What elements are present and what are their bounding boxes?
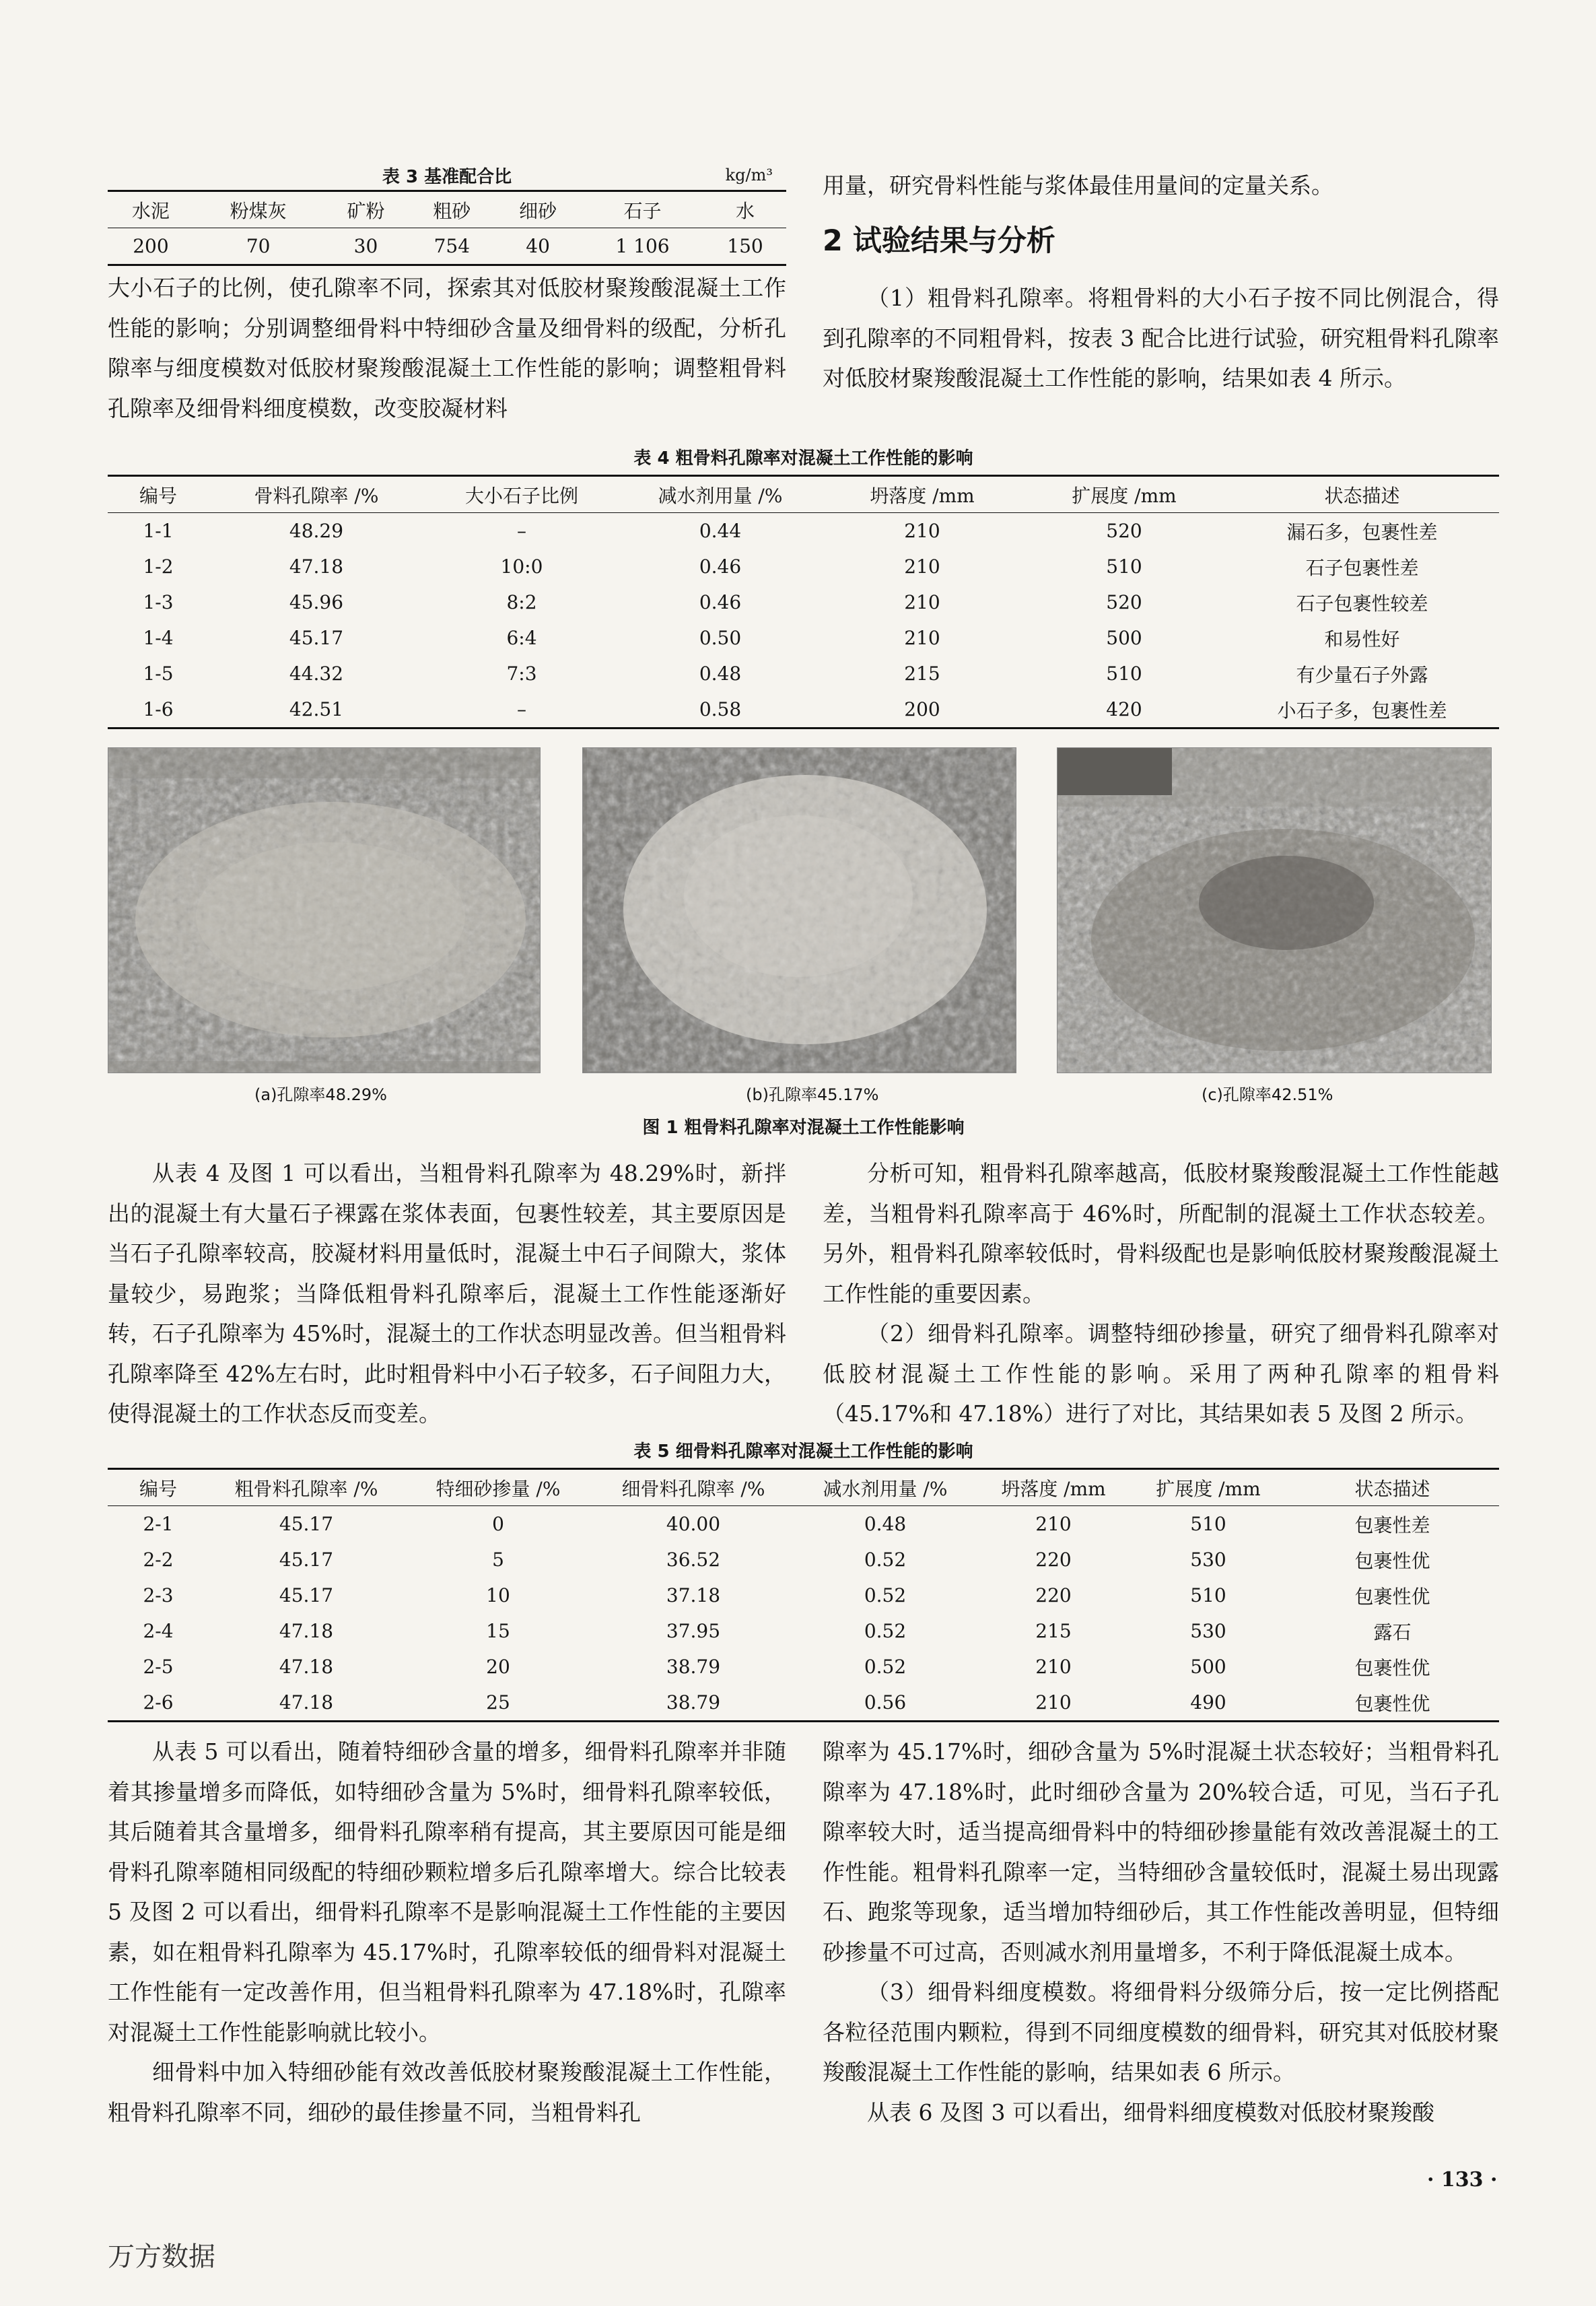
table5-cell: 210: [1035, 1656, 1072, 1678]
table4-cell: 520: [1106, 520, 1142, 542]
table5-cell: 0.52: [864, 1620, 907, 1642]
table4-cell: 500: [1106, 627, 1142, 649]
figure1-caption: 图 1 粗骨料孔隙率对混凝土工作性能影响: [642, 1118, 965, 1138]
table5-cell: 包裹性优: [1354, 1692, 1430, 1715]
table5-cell: 530: [1190, 1620, 1226, 1642]
table5-cell: 36.52: [666, 1549, 721, 1571]
table5-cell: 包裹性差: [1354, 1514, 1430, 1536]
table5-cell: 0.52: [864, 1549, 907, 1571]
table4-header-cell: 编号: [139, 484, 177, 507]
figure1-photo-c: [1057, 747, 1492, 1073]
table5-cell: 2-4: [143, 1620, 174, 1642]
table3: [108, 160, 786, 266]
table4-cell: 210: [904, 627, 940, 649]
table5-cell: 490: [1190, 1691, 1226, 1714]
table5-cell: 10: [486, 1584, 510, 1606]
section-2-heading: 2 试验结果与分析: [823, 224, 1055, 258]
table4-cell: 10:0: [500, 555, 543, 578]
table5-cell: 210: [1035, 1691, 1072, 1714]
table4-cell: –: [517, 520, 526, 542]
table5-cell: 37.18: [666, 1584, 721, 1606]
table4-cell: 0.46: [699, 591, 742, 613]
table4-cell: 有少量石子外露: [1296, 663, 1428, 686]
table5-cell: 47.18: [279, 1691, 334, 1714]
table3-header-cell: 矿粉: [347, 199, 385, 222]
table5-cell: 0.52: [864, 1584, 907, 1606]
table5-cell: 38.79: [666, 1656, 721, 1678]
table3-value-cell: 1 106: [615, 235, 670, 257]
right-para4-text: （2）细骨料孔隙率。调整特细砂掺量，研究了细骨料孔隙率对低胶材混凝土工作性能的影响。采用了两种孔隙率的粗骨料（45.17%和 47.18%）进行了对比，其结果如表 5 及图 2 所示。: [823, 1320, 1499, 1427]
table4-cell: 1-4: [143, 627, 174, 649]
table5-cell: 2-2: [143, 1549, 174, 1571]
table4-cell: 420: [1106, 698, 1142, 720]
table4-cell: 石子包裹性差: [1305, 556, 1419, 579]
table5-row: [108, 1506, 1499, 1542]
table5-cell: 15: [486, 1620, 510, 1642]
table4-cell: 215: [904, 663, 940, 685]
table4-cell: 47.18: [289, 555, 344, 578]
table5-cell: 215: [1035, 1620, 1072, 1642]
table5-header-cell: 特细砂掺量 /%: [436, 1477, 561, 1500]
table4-cell: 小石子多，包裹性差: [1277, 699, 1447, 722]
table3-grid: [108, 190, 786, 266]
table5-row: [108, 1649, 1499, 1685]
table4-header-cell: 大小石子比例: [464, 484, 578, 507]
right-paragraph-2: [823, 278, 1499, 399]
left-para3-text: 从表 5 可以看出，随着特细砂含量的增多，细骨料孔隙率并非随着其掺量增多而降低，如特细砂含量为 5%时，细骨料孔隙率较低，其后随着其含量增多，细骨料孔隙率稍有提高，其主要原因可能是细骨料孔隙率随相同级配的特细砂颗粒增多后孔隙率增大。综合比较表 5 及图 2 可以看出，细骨料孔隙率不是影响混凝土工作性能的主要因素，如在粗骨料孔隙率为 45.17%时，孔隙率较低的细骨料对混凝土工作性能有一定改善作用，但当粗骨料孔隙率为 47.18%时，孔隙率对混凝土工作性能影响就比较小。: [108, 1738, 786, 2045]
table5-header-cell: 坍落度 /mm: [1001, 1477, 1106, 1500]
table4-cell: 45.96: [289, 591, 344, 613]
table5-cell: 500: [1190, 1656, 1226, 1678]
table5-cell: 210: [1035, 1513, 1072, 1535]
table5-cell: 20: [486, 1656, 510, 1678]
table4-cell: 0.50: [699, 627, 742, 649]
table4-cell: 1-2: [143, 555, 174, 578]
table4-header-cell: 状态描述: [1324, 484, 1400, 507]
table5-cell: 2-6: [143, 1691, 174, 1714]
table5-cell: 0.52: [864, 1656, 907, 1678]
table5-cell: 38.79: [666, 1691, 721, 1714]
table5-header-cell: 扩展度 /mm: [1156, 1477, 1261, 1500]
concrete-spread-b: [583, 748, 1016, 1073]
table4-cell: –: [517, 698, 526, 720]
table4-cell: 42.51: [289, 698, 344, 720]
table3-value-cell: 70: [246, 235, 271, 257]
table4-grid: [108, 475, 1499, 729]
table5-grid: [108, 1468, 1499, 1722]
right-para1-text: 用量，研究骨料性能与浆体最佳用量间的定量关系。: [823, 172, 1333, 199]
table5-cell: 5: [492, 1549, 504, 1571]
right-para7-text: 从表 6 及图 3 可以看出，细骨料细度模数对低胶材聚羧酸: [867, 2099, 1434, 2126]
table4-cell: 48.29: [289, 520, 344, 542]
table5-cell: 包裹性优: [1354, 1585, 1430, 1608]
table3-value-cell: 754: [433, 235, 471, 257]
right-paragraph-3: [823, 1153, 1499, 1434]
table3-value-cell: 200: [133, 235, 169, 257]
table5-cell: 0: [492, 1513, 504, 1535]
table5-cell: 220: [1035, 1584, 1072, 1606]
table4-row: [108, 549, 1499, 584]
table4-cell: 210: [904, 555, 940, 578]
left-para4-text: 细骨料中加入特细砂能有效改善低胶材聚羧酸混凝土工作性能，粗骨料孔隙率不同，细砂的最佳掺量不同，当粗骨料孔: [108, 2059, 786, 2126]
table4-cell: 1-5: [143, 663, 174, 685]
table4-cell: 510: [1106, 663, 1142, 685]
right-paragraph-1: [823, 166, 1499, 206]
table4-cell: 石子包裹性较差: [1296, 592, 1428, 615]
table4-cell: 1-6: [143, 698, 174, 720]
left-paragraph-3: [108, 1732, 786, 2132]
table4-cell: 漏石多，包裹性差: [1286, 520, 1438, 543]
table5-cell: 露石: [1373, 1621, 1412, 1643]
table4-cell: 6:4: [506, 627, 537, 649]
table5-cell: 47.18: [279, 1620, 334, 1642]
table3-header-cell: 石子: [623, 199, 662, 222]
table5-cell: 0.56: [864, 1691, 907, 1714]
table3-value-cell: 150: [727, 235, 763, 257]
table5-cell: 37.95: [666, 1620, 721, 1642]
left-para1-text: 大小石子的比例，使孔隙率不同，探索其对低胶材聚羧酸混凝土工作性能的影响；分别调整细骨料中特细砂含量及细骨料的级配，分析孔隙率与细度模数对低胶材聚羧酸混凝土工作性能的影响；调整粗骨料孔隙率及细骨料细度模数，改变胶凝材料: [108, 275, 786, 421]
table4-row: [108, 691, 1499, 728]
table5-cell: 510: [1190, 1513, 1226, 1535]
table5-header-cell: 细骨料孔隙率 /%: [621, 1477, 765, 1500]
table5-cell: 45.17: [279, 1513, 334, 1535]
table4-cell: 44.32: [289, 663, 344, 685]
figure1-photo-a: [108, 747, 541, 1073]
table4-header-cell: 扩展度 /mm: [1072, 484, 1177, 507]
table4-cell: 0.58: [699, 698, 742, 720]
table4-row: [108, 656, 1499, 691]
table3-header-cell: 水泥: [131, 199, 170, 222]
table4-cell: 210: [904, 591, 940, 613]
table5-cell: 0.48: [864, 1513, 907, 1535]
table5-cell: 220: [1035, 1549, 1072, 1571]
table5-header-cell: 减水剂用量 /%: [823, 1477, 948, 1500]
table4-cell: 510: [1106, 555, 1142, 578]
table5-cell: 包裹性优: [1354, 1549, 1430, 1572]
table4-cell: 0.46: [699, 555, 742, 578]
table4-header-cell: 减水剂用量 /%: [658, 484, 783, 507]
concrete-spread-c: [1057, 748, 1491, 1073]
table5-cell: 45.17: [279, 1549, 334, 1571]
table4-header-cell: 坍落度 /mm: [870, 484, 975, 507]
table4-row: [108, 513, 1499, 549]
table4: [108, 444, 1499, 729]
table4-caption: 表 4 粗骨料孔隙率对混凝土工作性能的影响: [633, 448, 973, 469]
left-para2-text: 从表 4 及图 1 可以看出，当粗骨料孔隙率为 48.29%时，新拌出的混凝土有大量石子裸露在浆体表面，包裹性较差，其主要原因是当石子孔隙率较高，胶凝材料用量低时，混凝土中石子间隙大，浆体量较少，易跑浆；当降低粗骨料孔隙率后，混凝土工作性能逐渐好转，石子孔隙率为 45%时，混凝土的工作状态明显改善。但当粗骨料孔隙率降至 42%左右时，此时粗骨料中小石子较多，石子间阻力大，使得混凝土的工作状态反而变差。: [108, 1160, 786, 1427]
right-para6-text: （3）细骨料细度模数。将细骨料分级筛分后，按一定比例搭配各粒径范围内颗粒，得到不同细度模数的细骨料，研究其对低胶材聚羧酸混凝土工作性能的影响，结果如表 6 所示。: [823, 1979, 1499, 2085]
table4-cell: 1-3: [143, 591, 174, 613]
table3-value-cell: 30: [353, 235, 378, 257]
table4-row: [108, 584, 1499, 620]
table5-cell: 530: [1190, 1549, 1226, 1571]
table4-cell: 200: [904, 698, 940, 720]
figure1-sub-a-label: (a)孔隙率48.29%: [254, 1085, 387, 1104]
table4-cell: 520: [1106, 591, 1142, 613]
table4-cell: 0.44: [699, 520, 742, 542]
left-paragraph-2: [108, 1153, 786, 1434]
table4-cell: 0.48: [699, 663, 742, 685]
figure1-sub-b-label: (b)孔隙率45.17%: [746, 1085, 879, 1104]
table5: [108, 1437, 1499, 1722]
table5-cell: 47.18: [279, 1656, 334, 1678]
table3-unit: kg/m³: [725, 166, 773, 184]
table5-cell: 2-1: [143, 1513, 174, 1535]
left-paragraph-1: [108, 268, 786, 428]
page-number: · 133 ·: [1427, 2168, 1498, 2192]
table3-header-cell: 水: [735, 199, 755, 222]
figure1-photo-b: [582, 747, 1016, 1073]
table5-header-cell: 编号: [139, 1477, 177, 1500]
table3-value-cell: 40: [526, 235, 550, 257]
right-paragraph-5: [823, 1732, 1499, 2132]
table4-cell: 210: [904, 520, 940, 542]
table5-cell: 包裹性优: [1354, 1656, 1430, 1679]
table5-cell: 2-5: [143, 1656, 174, 1678]
table4-row: [108, 620, 1499, 656]
table3-header-cell: 细砂: [519, 199, 557, 222]
table5-row: [108, 1685, 1499, 1722]
watermark-text: 万方数据: [108, 2241, 215, 2272]
right-para3-text: 分析可知，粗骨料孔隙率越高，低胶材聚羧酸混凝土工作性能越差，当粗骨料孔隙率高于 46%时，所配制的混凝土工作状态较差。另外，粗骨料孔隙率较低时，骨料级配也是影响低胶材聚羧酸混凝土工作性能的重要因素。: [823, 1160, 1499, 1307]
table4-cell: 1-1: [143, 520, 174, 542]
table3-header-cell: 粉煤灰: [230, 199, 287, 222]
table5-cell: 2-3: [143, 1584, 174, 1606]
table3-caption: 表 3 基准配合比: [382, 167, 512, 187]
table4-cell: 7:3: [506, 663, 537, 685]
right-para2-text: （1）粗骨料孔隙率。将粗骨料的大小石子按不同比例混合，得到孔隙率的不同粗骨料，按表 3 配合比进行试验，研究粗骨料孔隙率对低胶材聚羧酸混凝土工作性能的影响，结果如表 4 所示。: [823, 285, 1499, 391]
table5-header-cell: 粗骨料孔隙率 /%: [234, 1477, 378, 1500]
table5-row: [108, 1613, 1499, 1649]
table4-cell: 8:2: [506, 591, 537, 613]
table5-cell: 510: [1190, 1584, 1226, 1606]
table5-header-cell: 状态描述: [1354, 1477, 1430, 1500]
table4-header-cell: 骨料孔隙率 /%: [254, 484, 379, 507]
table5-cell: 40.00: [666, 1513, 721, 1535]
table3-header-cell: 粗砂: [433, 199, 471, 222]
table5-row: [108, 1542, 1499, 1578]
table5-row: [108, 1578, 1499, 1613]
table5-cell: 25: [486, 1691, 510, 1714]
table5-cell: 45.17: [279, 1584, 334, 1606]
concrete-spread-a: [108, 748, 540, 1073]
table4-cell: 45.17: [289, 627, 344, 649]
table5-caption: 表 5 细骨料孔隙率对混凝土工作性能的影响: [633, 1442, 973, 1462]
figure1-sub-c-label: (c)孔隙率42.51%: [1202, 1085, 1333, 1104]
table4-cell: 和易性好: [1324, 628, 1400, 650]
right-para5-text: 隙率为 45.17%时，细砂含量为 5%时混凝土状态较好；当粗骨料孔隙率为 47.18%时，此时细砂含量为 20%较合适，可见，当石子孔隙率较大时，适当提高细骨料中的特细砂掺量能有效改善混凝土的工作性能。粗骨料孔隙率一定，当特细砂含量较低时，混凝土易出现露石、跑浆等现象，适当增加特细砂后，其工作性能改善明显，但特细砂掺量不可过高，否则减水剂用量增多，不利于降低混凝土成本。: [823, 1738, 1499, 1965]
